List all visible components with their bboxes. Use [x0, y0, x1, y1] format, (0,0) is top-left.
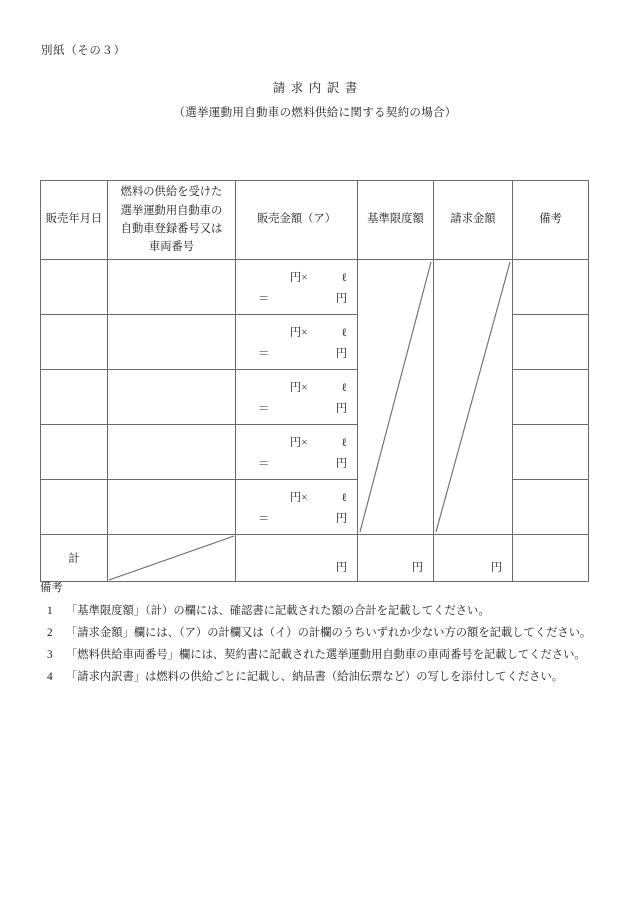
total-claim-amount[interactable] [434, 535, 513, 582]
note-text: 「請求金額」欄には、（ア）の計欄又は（イ）の計欄のうちいずれか少ない方の額を記載してください。 [66, 626, 592, 639]
cell-sale-date[interactable] [41, 370, 108, 425]
multiply-sign: × [301, 272, 308, 284]
invoice-table-wrapper [40, 180, 588, 582]
cell-sale-amount[interactable] [236, 480, 358, 535]
multiply-sign: × [301, 382, 308, 394]
equals-sign: ＝ [258, 403, 270, 415]
unit-price-yen: 円 [289, 272, 302, 284]
header-vehicle-line-2: 選挙運動用自動車の [120, 204, 223, 217]
liter-unit: ℓ [341, 272, 347, 284]
cell-claim-amount-merged[interactable] [434, 260, 513, 535]
cell-sale-date[interactable] [41, 480, 108, 535]
cell-remarks[interactable] [513, 425, 589, 480]
liter-unit: ℓ [341, 382, 347, 394]
unit-price-yen: 円 [289, 382, 302, 394]
note-number: 4 [47, 670, 53, 683]
equals-sign: ＝ [258, 293, 270, 305]
result-yen: 円 [335, 403, 347, 415]
equals-sign: ＝ [258, 348, 270, 360]
result-yen: 円 [335, 348, 347, 360]
result-yen: 円 [335, 513, 347, 525]
notes-section [40, 581, 600, 688]
cell-sale-date[interactable] [41, 425, 108, 480]
note-text: 「基準限度額」（計）の欄には、確認書に記載された額の合計を記載してください。 [66, 604, 490, 617]
total-vehicle-strike-cell [108, 535, 236, 582]
table-total-row [41, 535, 589, 582]
diagonal-strike-icon [358, 260, 433, 534]
cell-sale-amount[interactable] [236, 370, 358, 425]
cell-remarks[interactable] [513, 315, 589, 370]
equals-sign: ＝ [258, 458, 270, 470]
header-vehicle-line-3: 自動車登録番号又は [120, 223, 223, 235]
note-number: 2 [47, 626, 53, 639]
unit-price-yen: 円 [289, 327, 302, 339]
header-sale-amount: 販売金額（ア） [236, 181, 358, 260]
total-sale-amount-yen: 円 [335, 562, 347, 574]
result-yen: 円 [335, 293, 347, 305]
note-item [40, 666, 600, 688]
multiply-sign: × [301, 492, 308, 504]
note-number: 3 [47, 648, 53, 661]
liter-unit: ℓ [341, 492, 347, 504]
diagonal-strike-icon [108, 535, 235, 581]
cell-standard-limit-merged[interactable] [358, 260, 434, 535]
title-block [0, 79, 630, 120]
cell-vehicle-number[interactable] [108, 260, 236, 315]
total-standard-limit[interactable] [358, 535, 434, 582]
liter-unit: ℓ [341, 437, 347, 449]
cell-remarks[interactable] [513, 260, 589, 315]
cell-vehicle-number[interactable] [108, 480, 236, 535]
cell-sale-date[interactable] [41, 315, 108, 370]
diagonal-strike-icon [434, 260, 512, 534]
total-sale-amount[interactable] [236, 535, 358, 582]
header-standard-limit: 基準限度額 [358, 181, 434, 260]
notes-heading: 備考 [40, 582, 63, 594]
cell-sale-amount[interactable] [236, 315, 358, 370]
total-standard-limit-yen: 円 [411, 562, 423, 574]
cell-remarks[interactable] [513, 480, 589, 535]
unit-price-yen: 円 [289, 437, 302, 449]
cell-vehicle-number[interactable] [108, 425, 236, 480]
multiply-sign: × [301, 437, 308, 449]
total-label: 計 [41, 535, 108, 582]
cell-remarks[interactable] [513, 370, 589, 425]
cell-vehicle-number[interactable] [108, 315, 236, 370]
header-claim-amount: 請求金額 [434, 181, 513, 260]
equals-sign: ＝ [258, 513, 270, 525]
cell-sale-amount[interactable] [236, 260, 358, 315]
note-text: 「燃料供給車両番号」欄には、契約書に記載された選挙運動用自動車の車両番号を記載してください。 [66, 648, 586, 661]
cell-sale-amount[interactable] [236, 425, 358, 480]
total-remarks[interactable] [513, 535, 589, 582]
header-vehicle-line-1: 燃料の供給を受けた [120, 186, 223, 199]
table-header-row [41, 181, 589, 260]
page-title: 請求内訳書 [272, 81, 363, 95]
header-sale-date: 販売年月日 [41, 181, 108, 260]
result-yen: 円 [335, 458, 347, 470]
cell-sale-date[interactable] [41, 260, 108, 315]
liter-unit: ℓ [341, 327, 347, 339]
multiply-sign: × [301, 327, 308, 339]
note-number: 1 [47, 604, 53, 617]
note-item [40, 644, 600, 666]
header-vehicle-line-4: 車両番号 [148, 241, 195, 254]
header-vehicle-number [108, 181, 236, 260]
total-claim-amount-yen: 円 [490, 562, 502, 574]
table-row [41, 260, 589, 315]
cell-vehicle-number[interactable] [108, 370, 236, 425]
note-item [40, 600, 600, 622]
note-item [40, 622, 600, 644]
invoice-breakdown-table [40, 180, 589, 582]
header-remarks: 備考 [513, 181, 589, 260]
attachment-label: 別紙（その３） [41, 45, 126, 57]
note-text: 「請求内訳書」は燃料の供給ごとに記載し、納品書（給油伝票など）の写しを添付してください。 [66, 670, 564, 683]
unit-price-yen: 円 [289, 492, 302, 504]
page-subtitle: （選挙運動用自動車の燃料供給に関する契約の場合） [173, 106, 457, 119]
